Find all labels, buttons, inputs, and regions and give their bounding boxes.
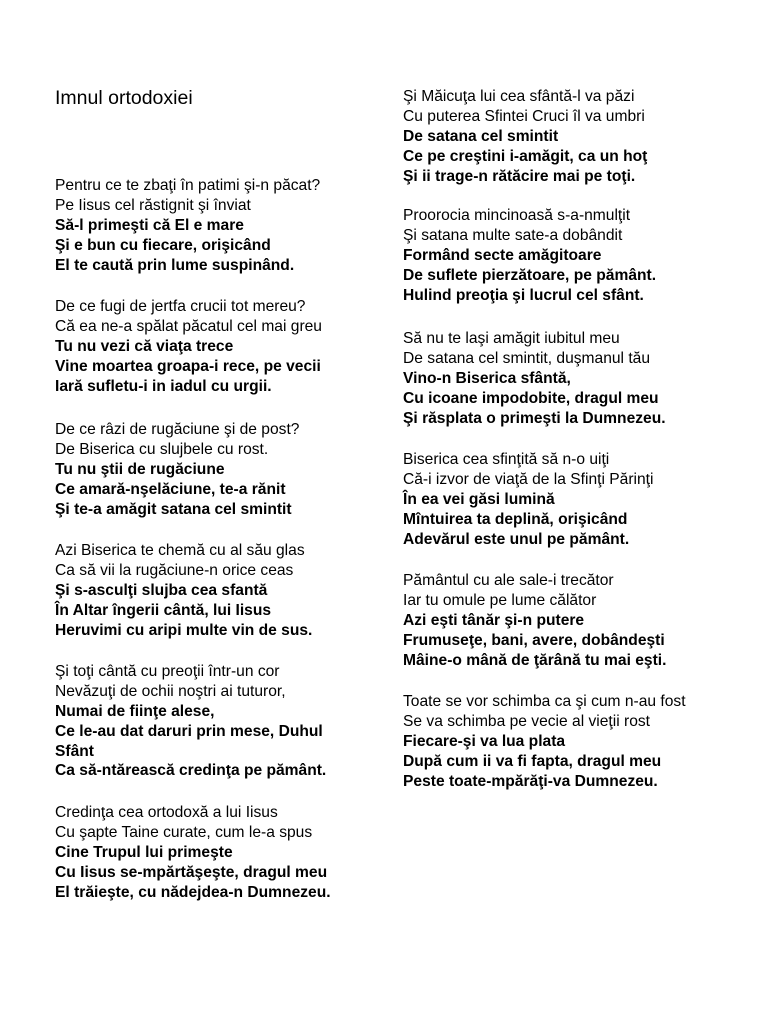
verse-line-bold: Vino-n Biserica sfântă, [403,369,571,387]
verse-line-bold: El te caută prin lume suspinând. [55,256,295,274]
verse-line: Şi toţi cântă cu preoţii într-un cor [55,663,280,680]
verse-line: Cu şapte Taine curate, cum le-a spus [55,823,313,841]
verse-line-bold: Hulind preoţia şi lucrul cel sfânt. [403,286,644,304]
verse-line-bold: Ca să-ntărească credinţa pe pământ. [55,762,327,780]
verse-line-bold: Iară sufletu-i in iadul cu urgii. [55,377,272,395]
verse-line-bold: El trăieşte, cu nădejdea-n Dumnezeu. [55,883,331,901]
stanza [55,803,331,902]
verse-line: Şi satana multe sate-a dobândit [403,226,623,244]
stanza [403,206,656,305]
stanza [403,450,653,549]
verse-line: Pentru ce te zbaţi în patimi şi-n păcat? [55,177,321,194]
verse-line-bold: Cine Trupul lui primeşte [55,843,233,861]
verse-line-bold: Ce amară-nşelăciune, te-a rănit [55,480,286,498]
verse-line: De satana cel smintit, duşmanul tău [403,349,651,367]
stanza [403,692,686,791]
verse-line: De ce râzi de rugăciune şi de post? [55,421,300,438]
verse-line: Să nu te laşi amăgit iubitul meu [403,330,620,347]
verse-line-bold: De satana cel smintit [403,127,559,145]
stanza [55,541,312,640]
verse-line-bold: După cum ii va fi fapta, dragul meu [403,752,662,770]
verse-line: Credinţa cea ortodoxă a lui Iisus [55,804,278,821]
stanza [403,87,647,186]
verse-line: Toate se vor schimba ca şi cum n-au fost [403,693,686,710]
verse-line: Proorocia mincinoasă s-a-nmulţit [403,207,631,224]
verse-line-bold: Fiecare-şi va lua plata [403,732,566,750]
verse-line: Şi Măicuţa lui cea sfântă-l va păzi [403,88,635,105]
verse-line-bold: Şi te-a amăgit satana cel smintit [55,500,292,518]
document-title: Imnul ortodoxiei [55,87,193,109]
verse-line-bold: Mîntuirea ta deplină, orişicând [403,510,628,528]
verse-line: Pe Iisus cel răstignit şi înviat [55,196,251,214]
stanza [403,571,666,670]
verse-line: Ca să vii la rugăciune-n orice ceas [55,561,294,579]
verse-line: Biserica cea sfinţită să n-o uiţi [403,451,610,468]
verse-line: Cu puterea Sfintei Cruci îl va umbri [403,107,645,125]
verse-line-bold: În Altar îngerii cântă, lui Iisus [55,601,272,619]
verse-line-bold: Cu Iisus se-mpărtăşeşte, dragul meu [55,863,328,881]
verse-line: Iar tu omule pe lume călător [403,591,597,609]
verse-line-bold: Sfânt [55,742,94,760]
verse-line: Nevăzuţi de ochii noştri ai tuturor, [55,682,286,700]
verse-line-bold: Ce pe creştini i-amăgit, ca un hoţ [403,147,648,165]
stanza [55,176,320,275]
verse-line: De ce fugi de jertfa crucii tot mereu? [55,298,306,315]
verse-line-bold: Tu nu ştii de rugăciune [55,460,225,478]
verse-line: Pământul cu ale sale-i trecător [403,572,614,589]
verse-line-bold: Ce le-au dat daruri prin mese, Duhul [55,722,323,740]
verse-line-bold: Şi e bun cu fiecare, orişicând [55,236,271,254]
stanza [55,662,326,781]
verse-line-bold: Şi s-asculţi slujba cea sfantă [55,581,268,599]
verse-line-bold: Adevărul este unul pe pământ. [403,530,630,548]
verse-line-bold: Vine moartea groapa-i rece, pe vecii [55,357,321,375]
verse-line-bold: În ea vei găsi lumină [403,490,555,508]
verse-line-bold: Peste toate-mpărăţi-va Dumnezeu. [403,772,658,790]
stanza [403,329,666,428]
stanza [55,420,299,519]
verse-line: Se va schimba pe vecie al vieţii rost [403,712,651,730]
verse-line-bold: Frumuseţe, bani, avere, dobândeşti [403,631,665,649]
verse-line-bold: Formând secte amăgitoare [403,246,602,264]
verse-line-bold: De suflete pierzătoare, pe pământ. [403,266,657,284]
verse-line: Că ea ne-a spălat păcatul cel mai greu [55,317,322,335]
verse-line-bold: Şi ii trage-n rătăcire mai pe toţi. [403,167,636,185]
stanza [55,297,322,396]
verse-line-bold: Cu icoane impodobite, dragul meu [403,389,659,407]
verse-line: Că-i izvor de viaţă de la Sfinţi Părinţi [403,470,654,488]
verse-line-bold: Azi eşti tânăr şi-n putere [403,611,585,629]
verse-line-bold: Numai de fiinţe alese, [55,702,215,720]
verse-line-bold: Să-l primeşti că El e mare [55,216,244,234]
verse-line-bold: Mâine-o mână de ţărână tu mai eşti. [403,651,667,669]
verse-line-bold: Tu nu vezi că viaţa trece [55,337,234,355]
verse-line: De Biserica cu slujbele cu rost. [55,440,269,458]
verse-line-bold: Heruvimi cu aripi multe vin de sus. [55,621,313,639]
verse-line-bold: Şi răsplata o primeşti la Dumnezeu. [403,409,666,427]
verse-line: Azi Biserica te chemă cu al său glas [55,542,305,559]
